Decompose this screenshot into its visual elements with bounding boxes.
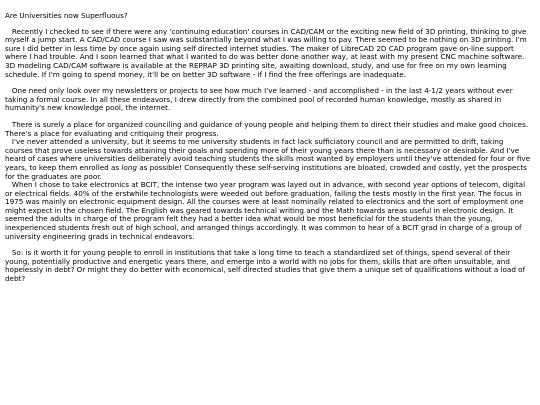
- paragraph-university-students-text-end: as possible! Consequently these self-serving institutions are bloated, crowded and costly, yet the prospects for the graduates are poor.: [5, 162, 530, 181]
- emphasis-long: long: [121, 162, 137, 172]
- paragraph-newsletters: One need only look over my newsletters or projects to see how much I've learned - and accomplished - in the last 4-1/2 years without ever taking a formal course. In all these endeavors, I drew directly from the combined pool of recorded human knowledge, mostly as shared in humanity's new knowledge pool, the internet.: [5, 86, 515, 113]
- paragraph-continuing-education: Recently I checked to see if there were any 'continuing education' courses in CAD/CAM or the exciting new field of 3D printing, thinking to give myself a jump start. A CAD/CAD course I saw was substantially beyond what I was willing to pay. There seemed to be nothing on 3D printing. I'm sure I did better in less time by once again using self directed internet studies. The maker of LibreCAD 2D CAD program gave on-line support where I had trouble. And I soon learned that what I wanted to do was better done another way, at least with my present CNC machine software. 3D modeling CAD/CAM software is available at the REPRAP 3D printing site, awaiting download, study, and use for free on my own learning schedule. If I'm going to spend money, it'll be on better 3D software - if I find the free offerings are inadequate.: [5, 26, 530, 79]
- page-title: Are Universities now Superfluous?: [5, 11, 128, 20]
- paragraph-university-students-text-start: I've never attended a university, but it seems to me university students in fact lack sufficiatory council and are permitted to drift, taking courses that prove useless towards attaining their goals and spending more of their young years there than is necessary or desirable. And I've heard of cases where universities deliberately avoid teaching students the skills most wanted by employers until they've attended for four or five years, to keep them enrolled as: [5, 137, 533, 172]
- paragraph-university-students: [5, 138, 533, 181]
- paragraph-organized-counciling: There is surely a place for organized counciling and guidance of young people and helping them to direct their studies and make good choices. There's a place for evaluating and critiquing their progress.: [5, 119, 531, 138]
- paragraph-conclusion-question: So: is it worth it for young people to enroll in institutions that take a long time to teach a standardized set of things, spend several of their young, potentially productive and energetic years there, and emerge into a world with no jobs for them, skills that are often unsuitable, and hopelessly in debt? Or might they do better with economical, self directed studies that give them a unique set of qualifications without a load of debt?: [5, 248, 528, 284]
- paragraph-bcit-electronics: When I chose to take electronics at BCIT, the intense two year program was layed out in advance, with second year options of telecom, digital or electrical fields. 40% of the erstwhile technologists were weeded out before graduation, failing the tests mostly in the first year. The focus in 1975 was mainly on electronic equipment design. All the courses were at least nominally related to electronics and the sort of employment one might expect in the chosen field. The English was geared towards technical writing and the Math towards areas useful in electronic design. It seemed the adults in charge of the program felt they had a better idea what would be most beneficial for the students than the young, inexperienced students fresh out of high school, and arranged things accordingly. It was common to hear of a BCIT grad in charge of a group of university engineering grads in technical endeavors.: [5, 180, 528, 241]
